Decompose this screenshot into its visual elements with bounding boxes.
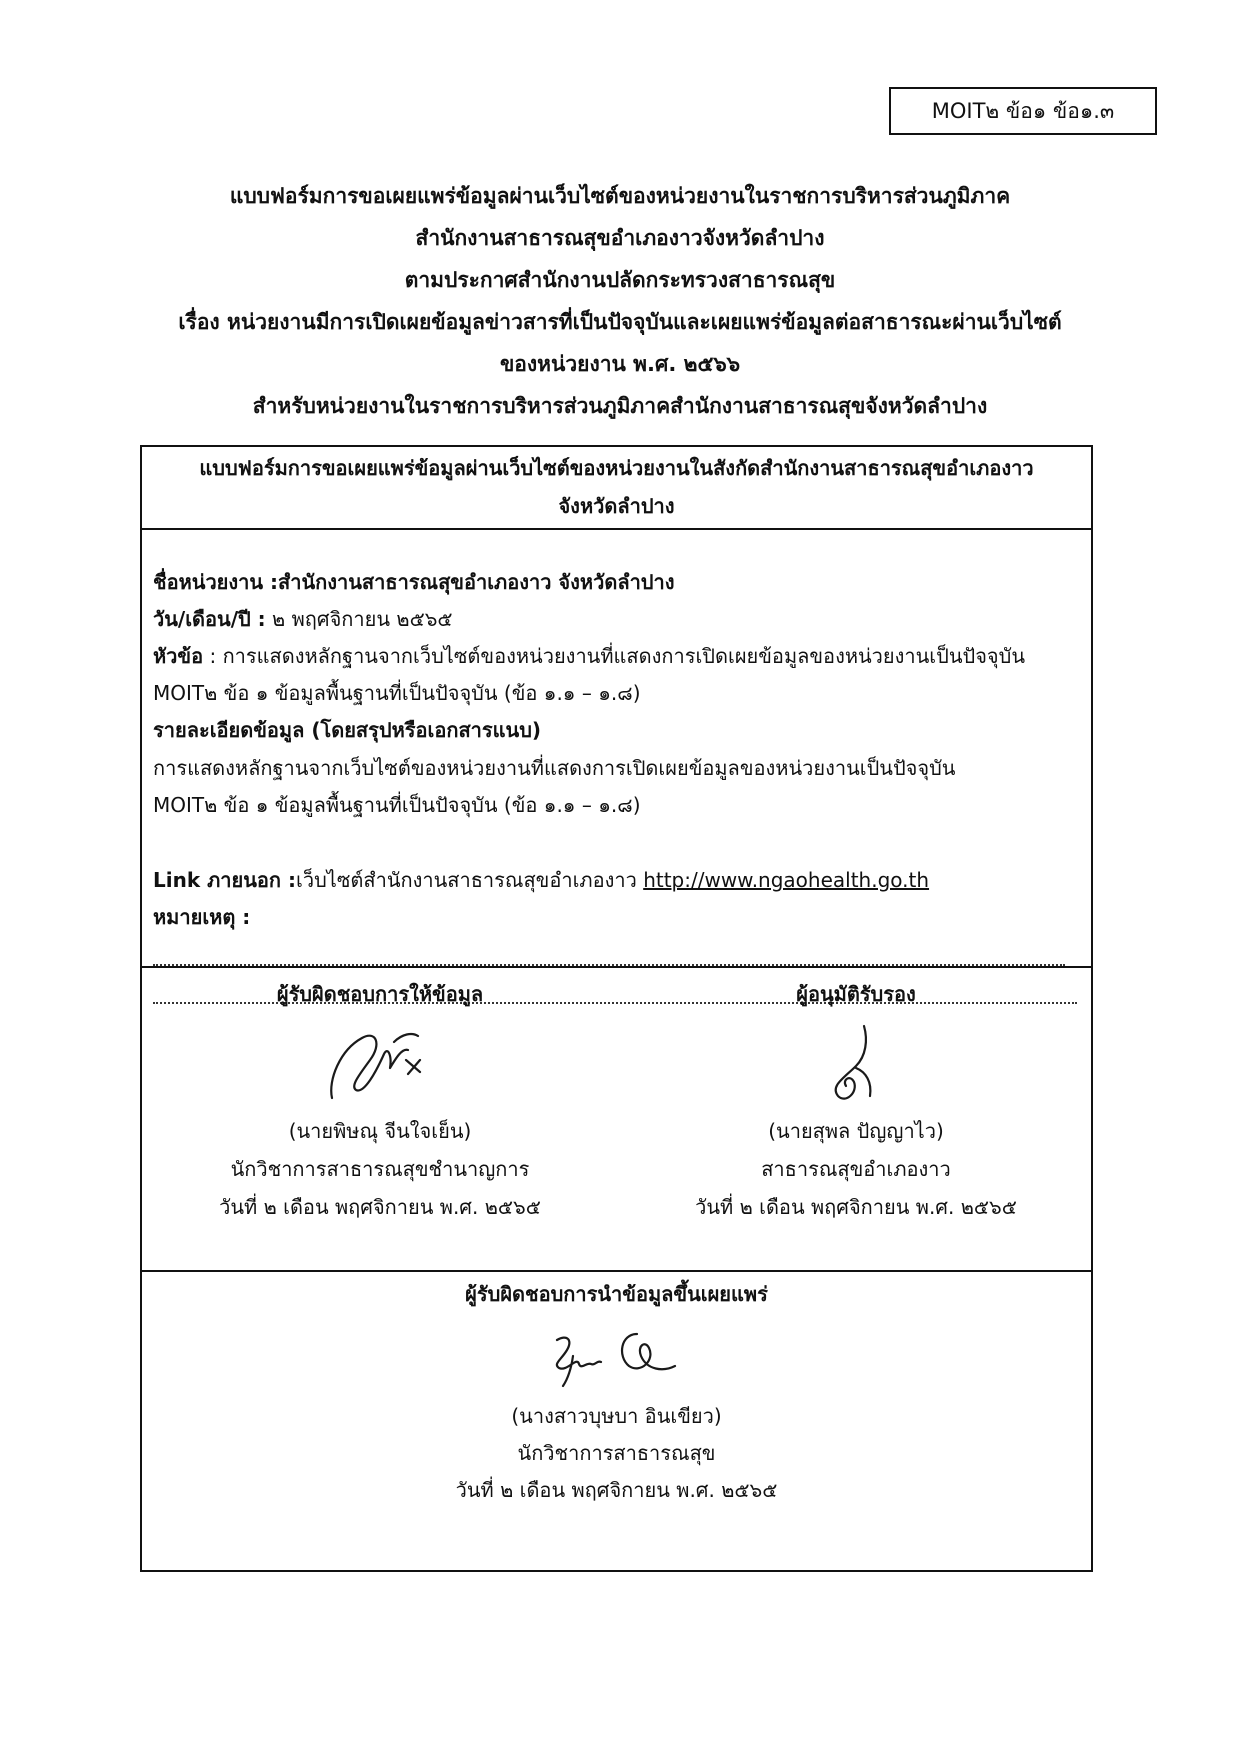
publisher-position: นักวิชาการสาธารณสุข bbox=[517, 1441, 716, 1465]
approver-signature-icon bbox=[786, 1020, 926, 1106]
header-line-1: แบบฟอร์มการขอเผยแพร่ข้อมูลผ่านเว็บไซต์ของหน่วยงานในราชการบริหารส่วนภูมิภาค bbox=[229, 184, 1011, 208]
document-header bbox=[100, 175, 1140, 427]
approver-role: ผู้อนุมัติรับรอง bbox=[796, 982, 916, 1006]
request-form bbox=[140, 445, 1093, 1572]
website-link[interactable]: http://www.ngaohealth.go.th bbox=[643, 868, 930, 892]
note-label: หมายเหตุ : bbox=[153, 905, 251, 929]
topic-label: หัวข้อ bbox=[153, 644, 204, 668]
link-row bbox=[153, 864, 929, 896]
approval-signatures bbox=[142, 966, 1091, 1272]
detail-line-1: การแสดงหลักฐานจากเว็บไซต์ของหน่วยงานที่แสดงการเปิดเผยข้อมูลของหน่วยงานเป็นปัจจุบัน bbox=[153, 756, 956, 780]
publisher-signature-block bbox=[142, 1270, 1091, 1570]
publisher-role: ผู้รับผิดชอบการนำข้อมูลขึ้นเผยแพร่ bbox=[465, 1282, 768, 1306]
reference-code-box bbox=[889, 87, 1157, 135]
detail-line-2: MOIT๒ ข้อ ๑ ข้อมูลพื้นฐานที่เป็นปัจจุบัน (ข้อ ๑.๑ – ๑.๘) bbox=[153, 793, 641, 817]
topic-line-2: MOIT๒ ข้อ ๑ ข้อมูลพื้นฐานที่เป็นปัจจุบัน (ข้อ ๑.๑ – ๑.๘) bbox=[153, 681, 641, 705]
header-line-3: ตามประกาศสำนักงานปลัดกระทรวงสาธารณสุข bbox=[404, 268, 836, 292]
provider-name: (นายพิษณุ จีนใจเย็น) bbox=[288, 1119, 472, 1143]
provider-signature-icon bbox=[310, 1020, 450, 1106]
provider-date: วันที่ ๒ เดือน พฤศจิกายน พ.ศ. ๒๕๖๕ bbox=[219, 1195, 541, 1219]
header-line-2: สำนักงานสาธารณสุขอำเภองาวจังหวัดลำปาง bbox=[415, 226, 825, 250]
date-row bbox=[153, 603, 453, 635]
provider-role: ผู้รับผิดชอบการให้ข้อมูล bbox=[276, 982, 484, 1006]
header-line-4: เรื่อง หน่วยงานมีการเปิดเผยข้อมูลข่าวสารที่เป็นปัจจุบันและเผยแพร่ข้อมูลต่อสาธารณะผ่านเว็บไซต์ bbox=[178, 310, 1062, 334]
form-title bbox=[142, 447, 1091, 530]
approver-date: วันที่ ๒ เดือน พฤศจิกายน พ.ศ. ๒๕๖๕ bbox=[695, 1195, 1017, 1219]
detail-label: รายละเอียดข้อมูล (โดยสรุปหรือเอกสารแนบ) bbox=[153, 718, 542, 742]
date-label: วัน/เดือน/ปี : bbox=[153, 607, 266, 631]
reference-code: MOIT๒ ข้อ๑ ข้อ๑.๓ bbox=[931, 98, 1115, 123]
approver-position: สาธารณสุขอำเภองาว bbox=[761, 1157, 951, 1181]
publisher-signature-icon bbox=[537, 1326, 697, 1390]
approver-signature-block bbox=[618, 966, 1094, 1226]
form-title-line-1: แบบฟอร์มการขอเผยแพร่ข้อมูลผ่านเว็บไซต์ของหน่วยงานในสังกัดสำนักงานสาธารณสุขอำเภองาว bbox=[199, 456, 1034, 480]
publisher-name: (นางสาวบุษบา อินเขียว) bbox=[511, 1404, 722, 1428]
approver-name: (นายสุพล ปัญญาไว) bbox=[768, 1119, 944, 1143]
link-description: เว็บไซต์สำนักงานสาธารณสุขอำเภองาว bbox=[296, 868, 644, 892]
topic-value: : การแสดงหลักฐานจากเว็บไซต์ของหน่วยงานที่แสดงการเปิดเผยข้อมูลของหน่วยงานเป็นปัจจุบัน bbox=[203, 644, 1026, 668]
provider-signature-block bbox=[142, 966, 618, 1226]
agency-value: สำนักงานสาธารณสุขอำเภองาว จังหวัดลำปาง bbox=[278, 570, 675, 594]
agency-row bbox=[153, 566, 675, 598]
form-title-line-2: จังหวัดลำปาง bbox=[558, 494, 675, 518]
provider-position: นักวิชาการสาธารณสุขชำนาญการ bbox=[230, 1157, 530, 1181]
date-value: ๒ พฤศจิกายน ๒๕๖๕ bbox=[265, 607, 453, 631]
publisher-date: วันที่ ๒ เดือน พฤศจิกายน พ.ศ. ๒๕๖๕ bbox=[455, 1478, 778, 1502]
link-label: Link ภายนอก : bbox=[153, 868, 296, 892]
form-details bbox=[142, 526, 1091, 968]
agency-label: ชื่อหน่วยงาน : bbox=[153, 570, 279, 594]
topic-row bbox=[153, 640, 1025, 672]
header-line-5: ของหน่วยงาน พ.ศ. ๒๕๖๖ bbox=[499, 352, 741, 376]
header-line-6: สำหรับหน่วยงานในราชการบริหารส่วนภูมิภาคสำนักงานสาธารณสุขจังหวัดลำปาง bbox=[252, 394, 988, 418]
